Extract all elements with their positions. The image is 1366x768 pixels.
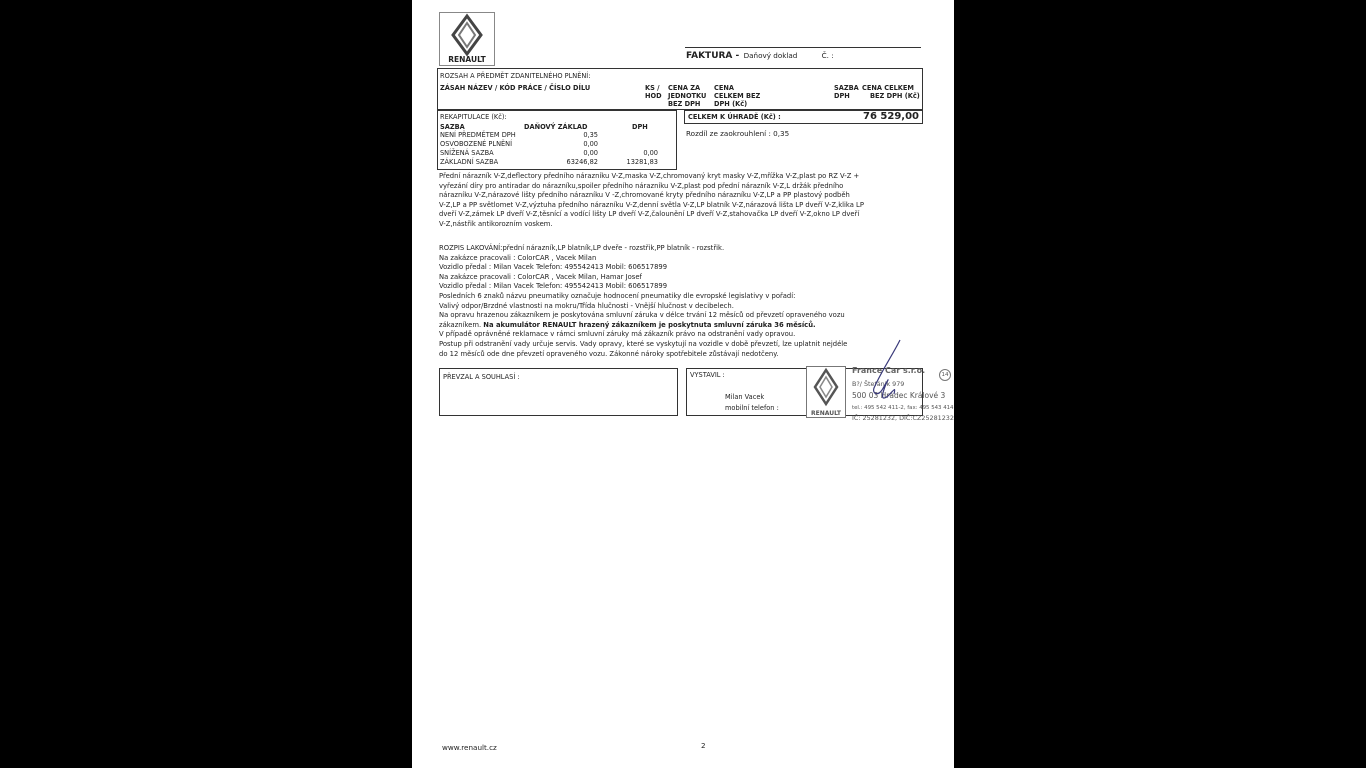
description-line: V-Z,LP a PP světlomet V-Z,výztuha předního nárazníku V-Z,denní světla V-Z,LP blatník V-Z,nárazová lišta LP dveří V-Z,klika LP bbox=[439, 200, 864, 209]
stamp-brand: RENAULT bbox=[811, 410, 841, 417]
accept-signature-box bbox=[439, 368, 678, 416]
warranty-line: V případě oprávněné reklamace v rámci smluvní záruky má zákazník právo na odstranění vady opravou. bbox=[439, 330, 796, 339]
warranty-line: do 12 měsíců ode dne převzetí opraveného vozu. Zákonné nároky spotřebitele zůstávají nedotčeny. bbox=[439, 349, 779, 358]
recap-header-vat: DPH bbox=[632, 123, 648, 131]
stamp-logo bbox=[806, 366, 846, 418]
issued-label: VYSTAVIL : bbox=[690, 371, 725, 379]
recap-row-vat: 0,00 bbox=[643, 149, 658, 157]
work-description bbox=[439, 172, 914, 230]
note-line: Valivý odpor/Brzdné vlastnosti na mokru/Třída hlučnosti - Vnější hlučnost v decibelech. bbox=[439, 301, 734, 310]
stamp-company: France Car s.r.o. bbox=[852, 366, 926, 375]
recap-row-label: NENÍ PŘEDMĚTEM DPH bbox=[440, 131, 516, 139]
col-total: CENA CELKEM BEZ DPH (Kč) bbox=[714, 84, 761, 108]
stamp-phones: tel.: 495 542 411-2, fax: 495 543 414 bbox=[852, 405, 954, 411]
warranty-line: zákazníkem. Na akumulátor RENAULT hrazený zákazníkem je poskytnuta smluvní záruka 36 měsíců. bbox=[439, 320, 816, 329]
recap-row-base: 0,35 bbox=[583, 131, 598, 139]
col-name: ZÁSAH NÁZEV / KÓD PRÁCE / ČÍSLO DÍLU bbox=[440, 84, 591, 92]
renault-logo bbox=[439, 12, 495, 66]
rounding-difference: Rozdíl ze zaokrouhlení : 0,35 bbox=[686, 129, 790, 138]
note-line: Posledních 6 znaků názvu pneumatiky označuje hodnocení pneumatiky dle evropské legislativy v pořadí: bbox=[439, 291, 796, 300]
items-header-box bbox=[437, 68, 923, 110]
total-value: 76 529,00 bbox=[863, 111, 919, 122]
description-line: nárazníku V-Z,nárazové lišty předního nárazníku V -Z,chromované kryty předního nárazníku V-Z,LP a PP plastový podběh bbox=[439, 191, 850, 200]
recap-row-base: 0,00 bbox=[583, 149, 598, 157]
recap-header-base: DAŇOVÝ ZÁKLAD bbox=[524, 123, 588, 131]
recap-title: REKAPITULACE (Kč): bbox=[440, 113, 507, 121]
description-line: V-Z,nástřik antikorozním voskem. bbox=[439, 219, 553, 228]
stamp-ids: IČ: 25281232, DIČ:CZ25281232 bbox=[852, 414, 954, 422]
note-line: Na zakázce pracovali : ColorCAR , Vacek Milan bbox=[439, 253, 597, 262]
col-vat-rate: SAZBA DPH bbox=[834, 84, 859, 100]
stamp-street: B?/ Štefánik 979 bbox=[852, 380, 905, 388]
note-line: Na opravu hrazenou zákazníkem je poskytována smluvní záruka v délce trvání 12 měsíců od převzetí opraveného vozu bbox=[439, 311, 845, 320]
col-unit-price: CENA ZA JEDNOTKU BEZ DPH bbox=[668, 84, 707, 108]
recap-row-base: 63246,82 bbox=[566, 158, 598, 166]
page-number: 2 bbox=[701, 741, 706, 750]
note-line: ROZPIS LAKOVÁNÍ:přední nárazník,LP blatník,LP dveře - rozstřik,PP blatník - rozstřik. bbox=[439, 244, 725, 252]
title-rule bbox=[685, 47, 921, 48]
issuer-phone-label: mobilní telefon : bbox=[725, 404, 779, 412]
description-line: dveří V-Z,zámek LP dveří V-Z,těsnící a vodící lišty LP dveří V-Z,čalounění LP dveří V-Z,stahovačka LP dveří V-Z,okno LP dveří bbox=[439, 210, 860, 219]
recap-box bbox=[437, 110, 677, 170]
logo-brand-text: RENAULT bbox=[448, 55, 486, 64]
recap-row-label: SNÍŽENÁ SAZBA bbox=[440, 149, 494, 157]
invoice-page bbox=[412, 0, 954, 768]
footer-website: www.renault.cz bbox=[442, 743, 497, 752]
recap-row-base: 0,00 bbox=[583, 140, 598, 148]
stamp-renault-icon bbox=[807, 367, 845, 407]
stamp-city: 500 03 Hradec Králové 3 bbox=[852, 391, 946, 400]
recap-row-vat: 13281,83 bbox=[626, 158, 658, 166]
handwritten-signature-icon bbox=[852, 336, 912, 416]
total-label: CELKEM K ÚHRADĚ (Kč) : bbox=[688, 113, 781, 121]
col-total-no-vat: CENA CELKEM BEZ DPH (Kč) bbox=[862, 84, 920, 100]
recap-row-label: OSVOBOZENÉ PLNĚNÍ bbox=[440, 140, 513, 148]
total-box bbox=[684, 110, 923, 124]
warranty-line: Postup při odstranění vady určuje servis. Vady opravy, které se vyskytují na vozidle v době převzetí, lze uplatnit nejdéle bbox=[439, 339, 848, 348]
description-line: vyřezání díry pro antiradar do nárazníku,spoiler předního nárazníku V-Z,plast pod přední nárazník V-Z,L držák předního bbox=[439, 181, 844, 190]
issuer-name: Milan Vacek bbox=[725, 393, 765, 401]
note-line: Vozidlo předal : Milan Vacek Telefon: 495542413 Mobil: 606517899 bbox=[439, 263, 668, 272]
note-line: Na zakázce pracovali : ColorCAR , Vacek Milan, Hamar Josef bbox=[439, 272, 642, 281]
notes-block bbox=[439, 244, 914, 359]
description-line: Přední nárazník V-Z,deflectory předního nárazníku V-Z,maska V-Z,chromovaný kryt masky V-Z,mřížka V-Z,plast po RZ V-Z + bbox=[439, 172, 860, 180]
renault-diamond-icon bbox=[440, 13, 494, 57]
col-ks: KS / HOD bbox=[645, 84, 662, 100]
accept-label: PŘEVZAL A SOUHLASÍ : bbox=[443, 373, 520, 381]
recap-header-rate: SAZBA bbox=[440, 123, 465, 131]
stamp-badge: 14 bbox=[939, 369, 951, 381]
note-line: Vozidlo předal : Milan Vacek Telefon: 495542413 Mobil: 606517899 bbox=[439, 282, 668, 291]
invoice-title: FAKTURA - Daňový doklad Č. : bbox=[686, 51, 834, 61]
section-title: ROZSAH A PŘEDMĚT ZDANITELNÉHO PLNĚNÍ: bbox=[440, 72, 591, 80]
recap-row-label: ZÁKLADNÍ SAZBA bbox=[440, 158, 499, 166]
